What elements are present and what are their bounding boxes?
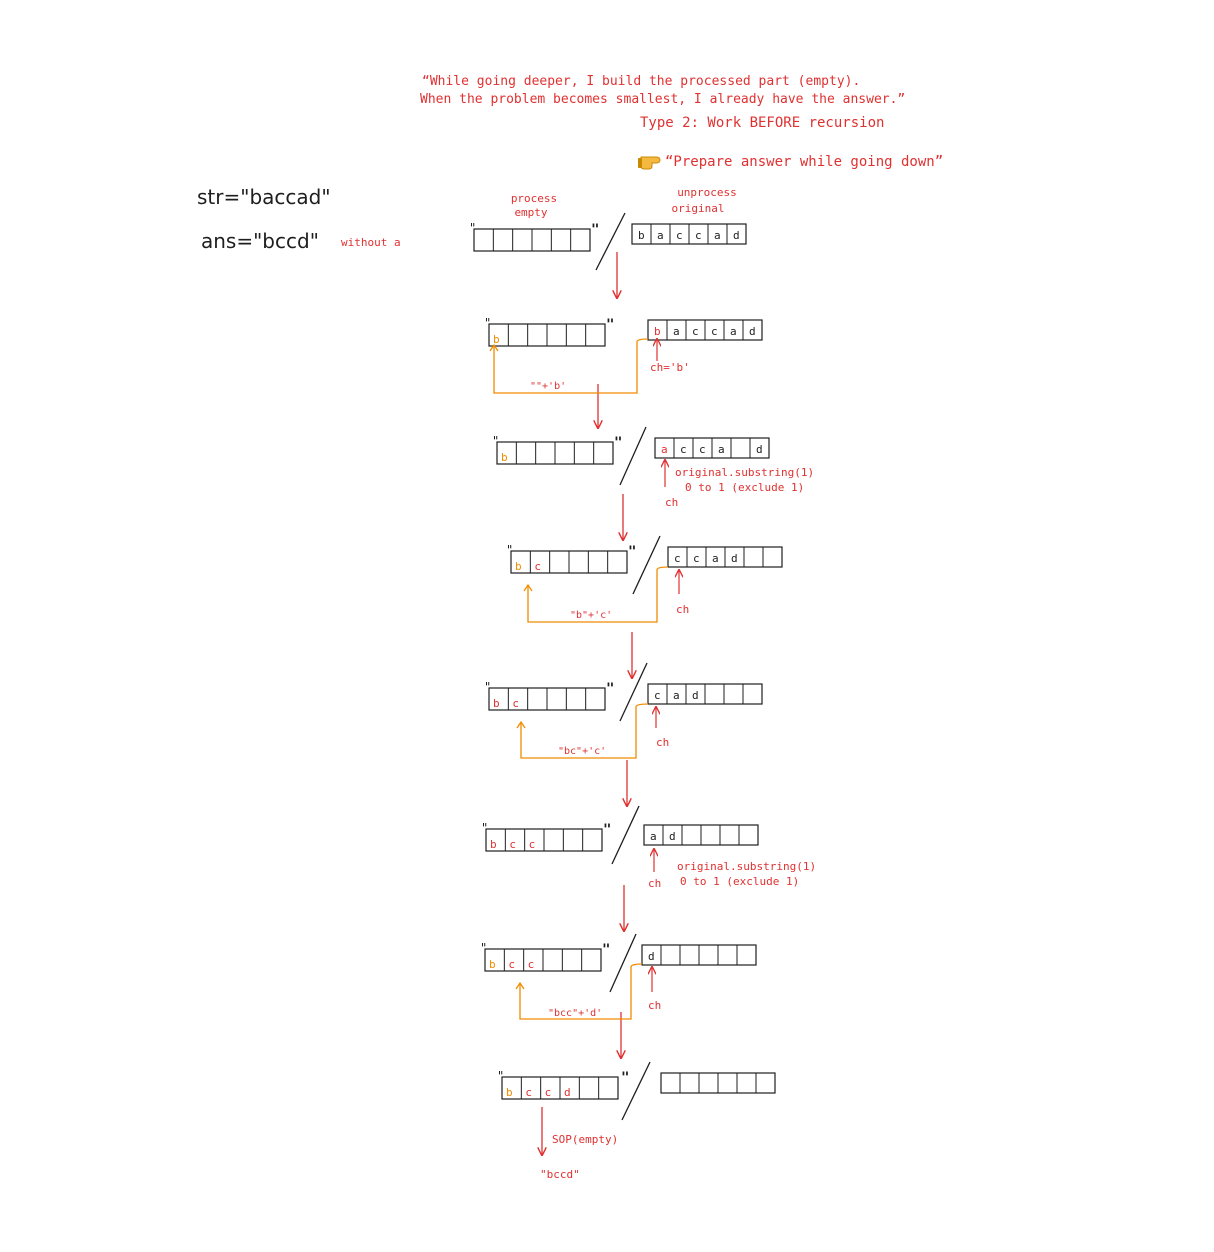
append-loop [494,339,648,393]
unprocessed-char: a [712,552,719,565]
unprocessed-char: b [638,229,645,242]
recursion-step-7 [480,934,756,1058]
processed-char: b [506,1086,513,1099]
unprocessed-char: a [714,229,721,242]
type-label: Type 2: Work BEFORE recursion [640,115,885,131]
unprocessed-box [632,224,746,244]
recursion-step-6 [481,806,816,931]
open-quote: " [484,680,492,694]
substring-range-note: 0 to 1 (exclude 1) [680,875,800,888]
unprocessed-char: d [669,830,676,843]
ans-label: ans="bccd" [201,229,319,253]
unprocessed-box [655,438,769,458]
unprocessed-box [644,825,758,845]
close-quote: " [602,942,611,958]
recursion-step-8 [497,1062,775,1120]
processed-char: c [534,560,541,573]
close-quote: " [603,822,612,838]
unprocessed-char: c [699,443,706,456]
recursion-step-1 [469,213,746,298]
unprocess-label: unprocess [677,186,737,199]
unprocessed-char: a [718,443,725,456]
substring-range-note: 0 to 1 (exclude 1) [685,481,805,494]
open-quote: " [506,543,514,557]
sop-label: SOP(empty) [552,1133,619,1146]
steps-layer [469,213,816,1120]
unprocessed-char: d [731,552,738,565]
unprocessed-char: d [733,229,740,242]
open-quote: " [480,941,488,955]
processed-char: d [564,1086,571,1099]
close-quote: " [614,435,623,451]
processed-char: c [509,838,516,851]
processed-box [502,1077,618,1099]
open-quote: " [484,316,492,330]
processed-box [511,551,627,573]
unprocessed-char: c [692,325,699,338]
ch-label: ch [648,877,662,890]
processed-box [489,324,605,346]
unprocessed-char: c [711,325,718,338]
divider-slash [596,213,625,270]
ch-label: ch [665,496,679,509]
processed-char: b [490,838,497,851]
concat-label: ""+'b' [530,381,567,392]
unprocessed-char: c [680,443,687,456]
quote-line-1: “While going deeper, I build the processed part (empty). [422,74,861,89]
open-quote: " [469,221,477,235]
processed-char: b [493,697,500,710]
close-quote: " [606,681,615,697]
unprocessed-char: c [674,552,681,565]
unprocessed-box [668,547,782,567]
unprocessed-char: d [648,950,655,963]
processed-char: c [508,958,515,971]
processed-box [489,688,605,710]
unprocessed-char: a [650,830,657,843]
ch-label: ch='b' [650,361,690,374]
unprocessed-box [642,945,756,965]
divider-slash [620,663,647,721]
open-quote: " [481,821,489,835]
str-label: str="baccad" [197,185,331,209]
open-quote: " [492,434,500,448]
empty-label: empty [514,206,548,219]
processed-char: b [489,958,496,971]
original-label: original [671,202,725,215]
divider-slash [620,427,646,485]
processed-char: b [501,451,508,464]
unprocessed-char: c [695,229,702,242]
unprocessed-char: c [693,552,700,565]
processed-char: c [527,958,535,971]
close-quote: " [621,1070,630,1086]
unprocessed-char: a [657,229,664,242]
recursion-step-2 [484,316,762,428]
close-quote: " [606,317,615,333]
unprocessed-char: d [692,689,699,702]
ch-label: ch [656,736,670,749]
unprocessed-char: a [661,443,668,456]
ch-label: ch [648,999,662,1012]
processed-char: c [512,697,519,710]
concat-label: "bc"+'c' [558,746,607,757]
open-quote: " [497,1069,505,1083]
unprocessed-char: b [654,325,661,338]
processed-box [486,829,602,851]
unprocessed-char: d [749,325,756,338]
concat-label: "bcc"+'d' [548,1008,603,1019]
processed-char: c [525,1086,532,1099]
processed-char: b [515,560,522,573]
unprocessed-char: c [676,229,683,242]
close-quote: " [591,222,600,238]
ch-label: ch [676,603,690,616]
unprocessed-char: a [673,325,680,338]
divider-slash [610,934,636,992]
unprocessed-box [661,1073,775,1093]
substring-note: original.substring(1) [677,860,817,873]
processed-box [485,949,601,971]
close-quote: " [628,544,637,560]
recursion-step-4 [506,536,782,678]
processed-box [474,229,590,251]
processed-char: c [544,1086,552,1099]
concat-label: "b"+'c' [570,610,613,621]
quote-line-2: When the problem becomes smallest, I already have the answer.” [420,92,906,107]
unprocessed-char: a [673,689,680,702]
prepare-text: “Prepare answer while going down” [665,154,944,170]
processed-char: b [493,333,500,346]
unprocessed-char: d [756,443,763,456]
processed-box [497,442,613,464]
recursion-step-3 [492,427,814,540]
process-label: process [510,192,558,205]
unprocessed-box [648,320,762,340]
unprocessed-char: a [730,325,737,338]
unprocessed-char: c [654,689,661,702]
unprocessed-box [648,684,762,704]
recursion-step-5 [484,663,762,806]
pointing-hand-icon [638,157,660,169]
result-label: "bccd" [540,1168,580,1181]
divider-slash [633,536,660,594]
substring-note: original.substring(1) [675,466,815,479]
without-label: without a [341,236,401,249]
processed-char: c [528,838,536,851]
divider-slash [612,806,639,864]
